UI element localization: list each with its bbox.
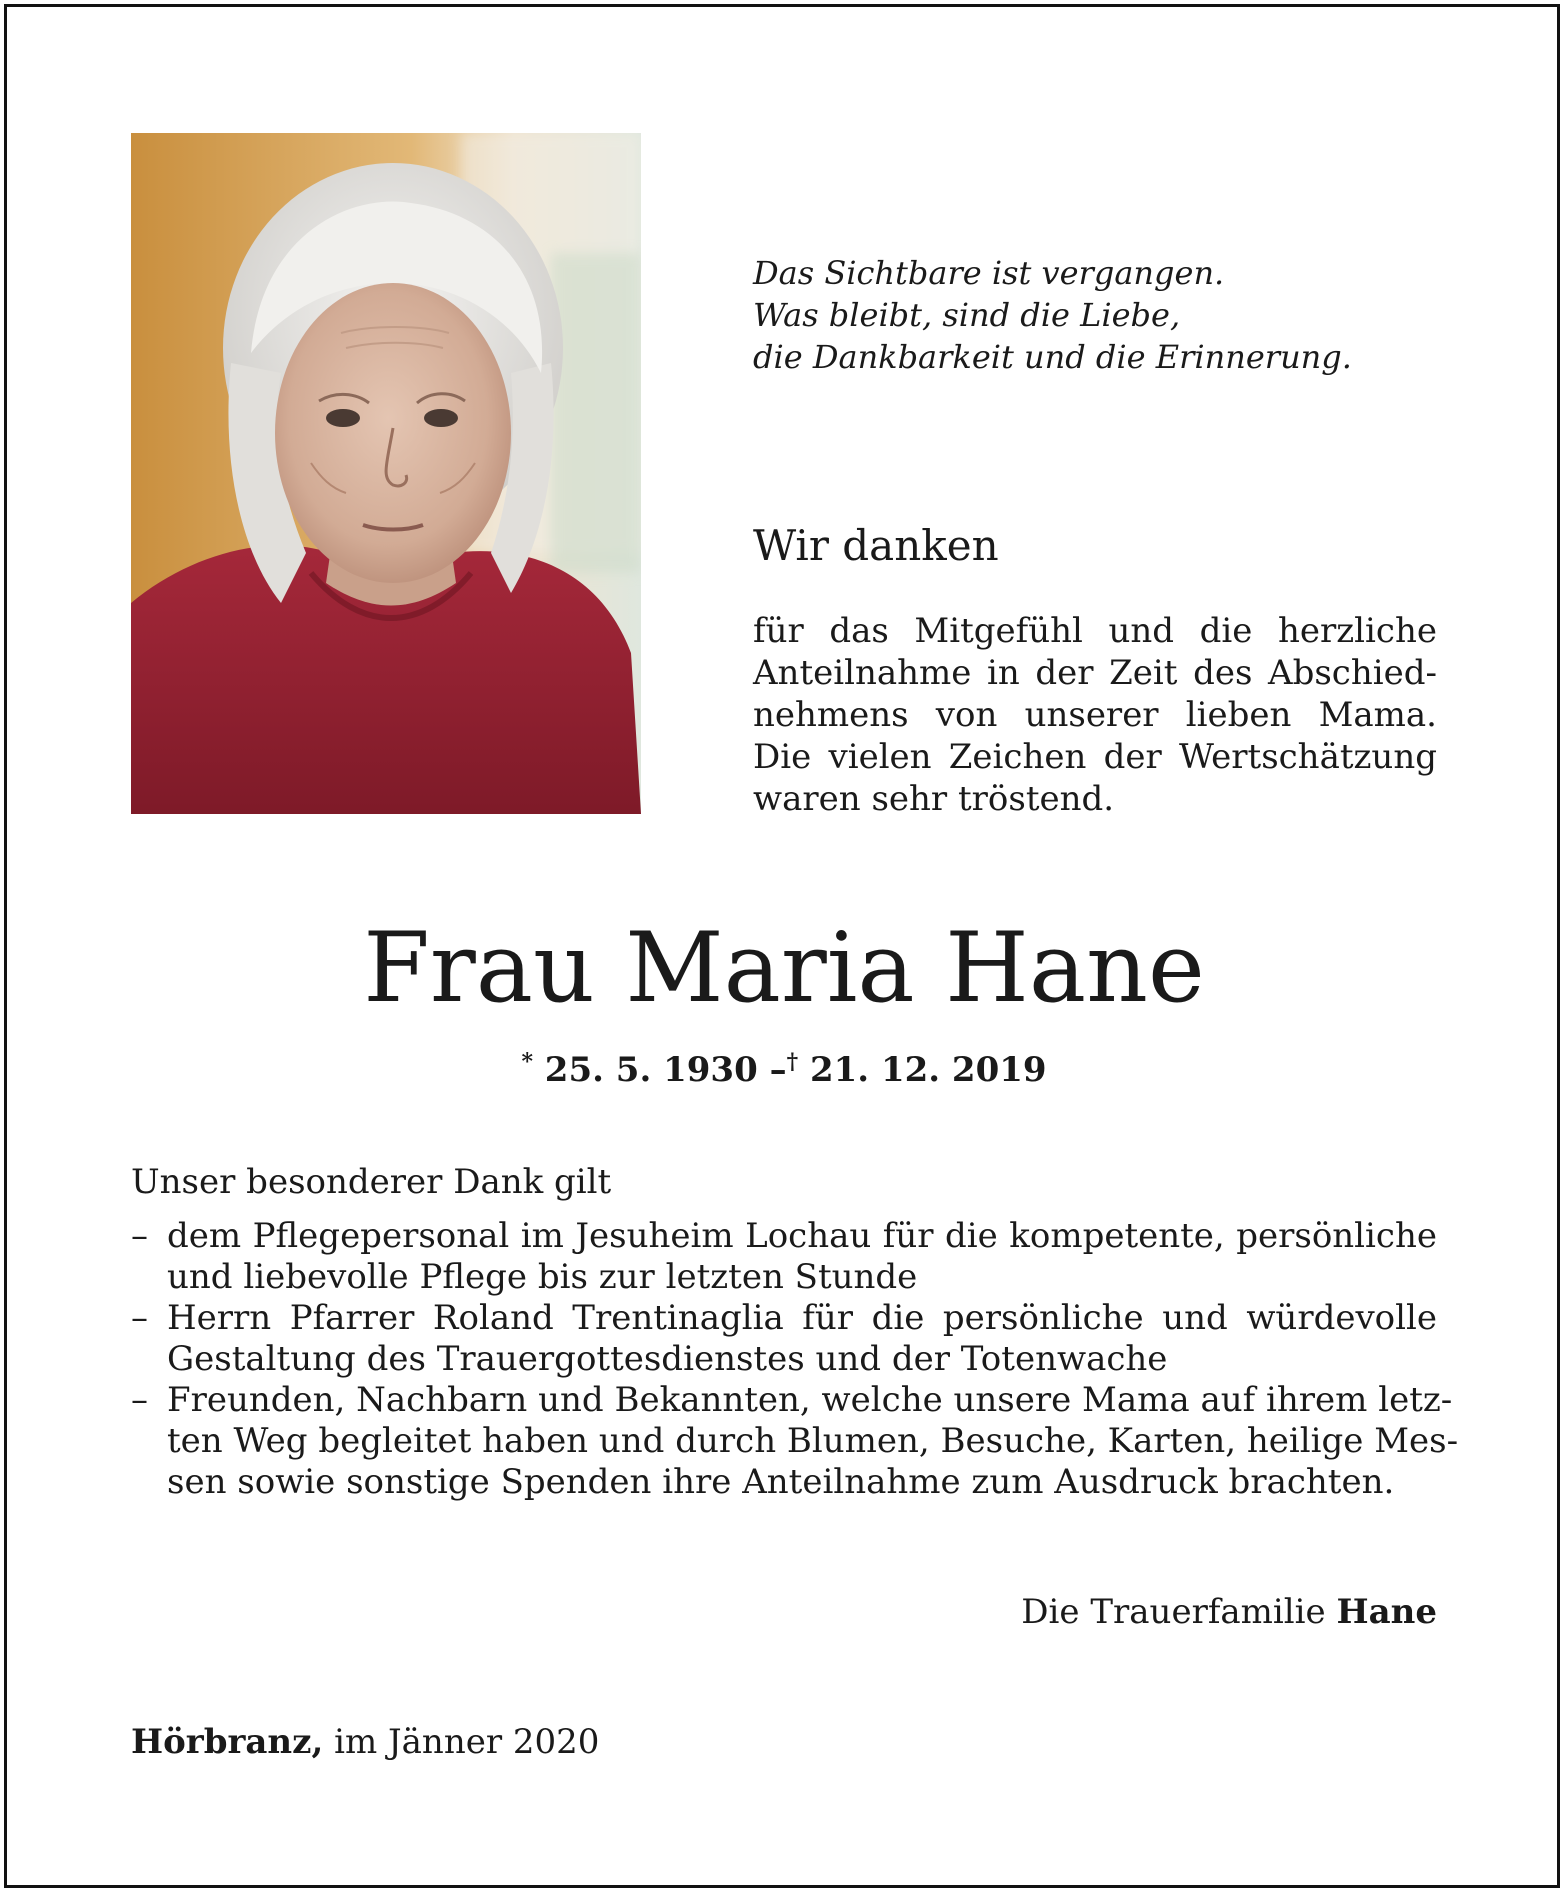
list-item xyxy=(131,1298,1437,1380)
list-item xyxy=(131,1380,1459,1503)
quote xyxy=(753,252,1453,378)
deceased-name: Frau Maria Hane xyxy=(363,912,1205,1024)
signature-prefix: Die Trauerfamilie xyxy=(1021,1592,1326,1632)
quote-line: Das Sichtbare ist vergangen. xyxy=(753,254,1225,292)
list-item-line: Herrn Pfarrer Roland Trentinaglia für die persönliche und würdevolle xyxy=(167,1298,1437,1338)
list-item-line: Freunden, Nachbarn und Bekannten, welche unsere Mama auf ihrem letz- xyxy=(167,1380,1453,1420)
portrait-illustration xyxy=(131,133,641,814)
list-dash: – xyxy=(131,1298,148,1338)
death-symbol: † xyxy=(786,1049,799,1075)
portrait-photo xyxy=(131,133,641,814)
place-date xyxy=(131,1720,599,1764)
list-item-line: und liebevolle Pflege bis zur letzten Stunde xyxy=(167,1257,918,1297)
list-dash: – xyxy=(131,1216,148,1256)
place: Hörbranz, xyxy=(131,1722,324,1762)
quote-line: die Dankbarkeit und die Erinnerung. xyxy=(753,338,1352,376)
list-item xyxy=(131,1216,1437,1298)
thanks-line: Die vielen Zeichen der Wertschätzung xyxy=(753,737,1437,777)
death-date: 21. 12. 2019 xyxy=(809,1050,1047,1090)
thanks-line: für das Mitgefühl und die herzliche xyxy=(753,611,1437,651)
list-item-line: dem Pflegepersonal im Jesuheim Lochau für die kompetente, persönliche xyxy=(167,1216,1437,1256)
signature xyxy=(1021,1590,1437,1634)
list-dash: – xyxy=(131,1380,148,1420)
birth-date: 25. 5. 1930 xyxy=(544,1050,758,1090)
signature-family-name: Hane xyxy=(1336,1592,1437,1632)
special-thanks-list xyxy=(131,1216,1459,1503)
quote-line: Was bleibt, sind die Liebe, xyxy=(753,296,1181,334)
thanks-line: waren sehr tröstend. xyxy=(753,779,1115,819)
publication-date: im Jänner 2020 xyxy=(334,1722,600,1762)
thanks-line: nehmens von unserer lieben Mama. xyxy=(753,695,1437,735)
birth-symbol: * xyxy=(521,1049,533,1075)
thanks-heading: Wir danken xyxy=(753,521,999,570)
life-dates xyxy=(0,1038,1568,1094)
list-item-line: sen sowie sonstige Spenden ihre Anteilnahme zum Ausdruck brachten. xyxy=(167,1462,1395,1502)
list-item-line: Gestaltung des Trauergottesdienstes und der Totenwache xyxy=(167,1339,1168,1379)
thanks-line: Anteilnahme in der Zeit des Abschied- xyxy=(753,653,1437,693)
thanks-paragraph xyxy=(753,610,1437,820)
date-separator: – xyxy=(769,1050,787,1090)
special-thanks-heading: Unser besonderer Dank gilt xyxy=(131,1162,612,1202)
list-item-line: ten Weg begleitet haben und durch Blumen, Besuche, Karten, heilige Mes- xyxy=(167,1421,1459,1461)
